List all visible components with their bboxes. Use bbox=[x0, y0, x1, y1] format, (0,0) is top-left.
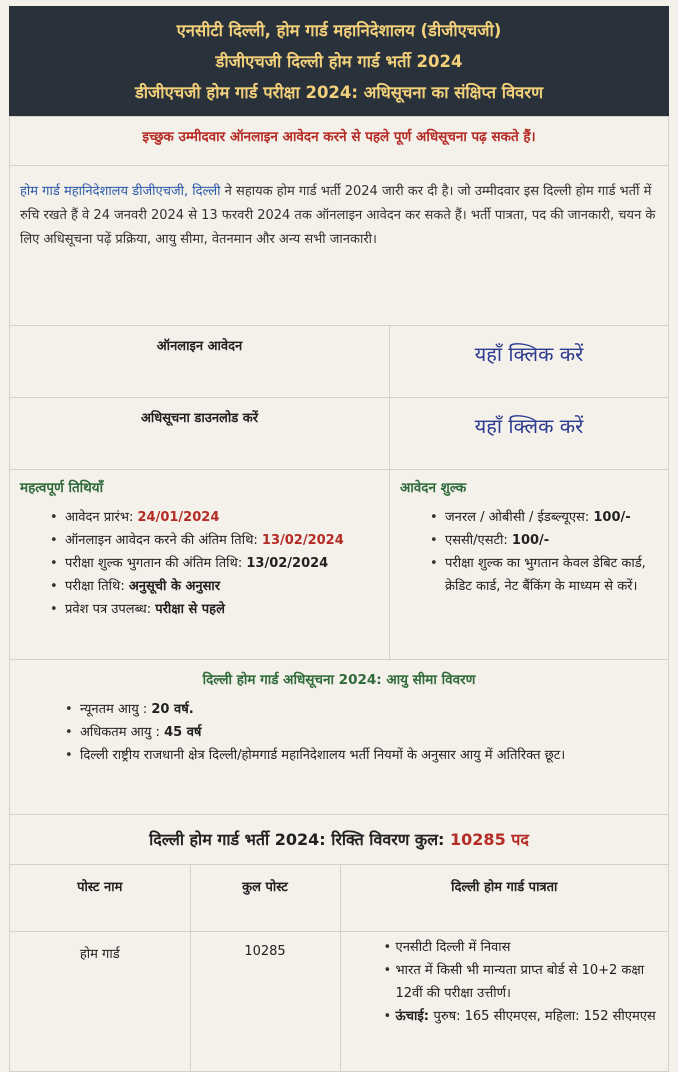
vacancy-total: 10285 पद bbox=[450, 830, 529, 849]
list-item bbox=[10, 552, 389, 575]
list-item bbox=[10, 506, 389, 529]
list-item bbox=[390, 552, 668, 598]
intro-paragraph bbox=[10, 166, 668, 326]
cell-post-count: 10285 bbox=[190, 931, 340, 1071]
dghg-link[interactable]: होम गार्ड महानिदेशालय डीजीएचजी, दिल्ली bbox=[20, 184, 221, 199]
fee-label: जनरल / ओबीसी / ईडब्ल्यूएस: bbox=[445, 510, 594, 525]
important-dates-list bbox=[10, 496, 389, 621]
eligibility-list bbox=[341, 936, 669, 1028]
list-item bbox=[341, 959, 669, 1005]
header-line-1: एनसीटी दिल्ली, होम गार्ड महानिदेशालय (डीजीएचजी) bbox=[176, 21, 502, 40]
online-apply-label: ऑनलाइन आवेदन bbox=[10, 326, 390, 397]
list-item bbox=[341, 1005, 669, 1028]
list-item bbox=[390, 506, 668, 529]
eligibility-label: ऊंचाई: bbox=[395, 1008, 434, 1024]
date-value: 13/02/2024 bbox=[261, 533, 344, 548]
list-item bbox=[341, 936, 669, 959]
list-item bbox=[10, 575, 389, 598]
fee-value: 100/- bbox=[593, 510, 631, 525]
table-header-row bbox=[10, 865, 668, 931]
fee-value: 100/- bbox=[511, 533, 550, 548]
content-frame bbox=[9, 116, 669, 1072]
age-label: दिल्ली राष्ट्रीय राजधानी क्षेत्र दिल्ली/होमगार्ड महानिदेशालय भर्ती नियमों के अनुसार आयु में अतिरिक्त छूट। bbox=[80, 748, 566, 763]
online-apply-link[interactable]: यहाँ क्लिक करें bbox=[474, 342, 584, 366]
date-value: 24/01/2024 bbox=[137, 510, 220, 525]
date-label: ऑनलाइन आवेदन करने की अंतिम तिथि: bbox=[65, 533, 262, 548]
list-item bbox=[10, 698, 668, 721]
important-dates-section bbox=[10, 470, 390, 659]
date-value: परीक्षा से पहले bbox=[155, 602, 225, 617]
important-dates-title: महत्वपूर्ण तिथियाँ bbox=[20, 480, 104, 496]
age-limit-section bbox=[10, 660, 668, 815]
age-value: 20 वर्ष. bbox=[151, 702, 194, 717]
vacancy-table bbox=[10, 865, 668, 1072]
list-item bbox=[390, 529, 668, 552]
list-item bbox=[10, 598, 389, 621]
date-value: अनुसूची के अनुसार bbox=[128, 579, 221, 594]
list-item bbox=[10, 721, 668, 744]
header-eligibility: दिल्ली होम गार्ड पात्रता bbox=[340, 865, 668, 931]
age-label: अधिकतम आयु : bbox=[80, 725, 165, 740]
page-header bbox=[9, 6, 669, 116]
online-apply-row bbox=[10, 326, 668, 398]
notice-banner: इच्छुक उम्मीदवार ऑनलाइन आवेदन करने से पहले पूर्ण अधिसूचना पढ़ सकते हैं। bbox=[10, 116, 668, 166]
date-label: आवेदन प्रारंभ: bbox=[65, 510, 138, 525]
age-limit-title: दिल्ली होम गार्ड अधिसूचना 2024: आयु सीमा विवरण bbox=[202, 672, 476, 688]
date-label: परीक्षा तिथि: bbox=[65, 579, 129, 594]
application-fee-list bbox=[390, 496, 668, 598]
header-post-name: पोस्ट नाम bbox=[10, 865, 190, 931]
age-label: न्यूनतम आयु : bbox=[80, 702, 152, 717]
notification-download-row bbox=[10, 398, 668, 470]
application-fee-title: आवेदन शुल्क bbox=[400, 480, 467, 496]
cell-eligibility bbox=[340, 931, 668, 1071]
date-value: 13/02/2024 bbox=[246, 556, 329, 571]
header-line-2: डीजीएचजी दिल्ली होम गार्ड भर्ती 2024 bbox=[215, 52, 463, 71]
notification-download-label: अधिसूचना डाउनलोड करें bbox=[10, 398, 390, 469]
table-row bbox=[10, 931, 668, 1071]
cell-post-name: होम गार्ड bbox=[10, 931, 190, 1071]
page bbox=[0, 6, 678, 1024]
intro-text: ने सहायक होम गार्ड भर्ती 2024 जारी कर दी है। जो उम्मीदवार इस दिल्ली होम गार्ड भर्ती में रुचि रखते हैं वे 24 जनवरी 2024 से 13 फरवरी 2024 तक ऑनलाइन आवेदन कर सकते हैं। भर्ती पात्रता, पद की जानकारी, चयन के लिए अधिसूचना पढ़ें प्रक्रिया, आयु सीमा, वेतनमान और अन्य सभी जानकारी। bbox=[20, 184, 656, 247]
header-total-posts: कुल पोस्ट bbox=[190, 865, 340, 931]
application-fee-section bbox=[390, 470, 668, 659]
eligibility-text: भारत में किसी भी मान्यता प्राप्त बोर्ड से 10+2 कक्षा 12वीं की परीक्षा उत्तीर्ण। bbox=[395, 962, 645, 1001]
date-label: प्रवेश पत्र उपलब्ध: bbox=[65, 602, 156, 617]
header-line-3: डीजीएचजी होम गार्ड परीक्षा 2024: अधिसूचना का संक्षिप्त विवरण bbox=[134, 83, 544, 102]
fee-label: परीक्षा शुल्क का भुगतान केवल डेबिट कार्ड, क्रेडिट कार्ड, नेट बैंकिंग के माध्यम से करें। bbox=[445, 556, 646, 594]
age-value: 45 वर्ष bbox=[164, 725, 202, 740]
notification-download-link[interactable]: यहाँ क्लिक करें bbox=[474, 414, 584, 438]
age-limit-list bbox=[10, 688, 668, 767]
dates-fees-row bbox=[10, 470, 668, 660]
date-label: परीक्षा शुल्क भुगतान की अंतिम तिथि: bbox=[65, 556, 247, 571]
eligibility-text: एनसीटी दिल्ली में निवास bbox=[395, 939, 511, 955]
vacancy-title bbox=[10, 815, 668, 865]
fee-label: एससी/एसटी: bbox=[445, 533, 512, 548]
eligibility-text: पुरुष: 165 सीएमएस, महिला: 152 सीएमएस bbox=[433, 1008, 656, 1024]
list-item bbox=[10, 529, 389, 552]
vacancy-title-text: दिल्ली होम गार्ड भर्ती 2024: रिक्ति विवरण कुल: bbox=[149, 830, 451, 849]
list-item bbox=[10, 744, 668, 767]
